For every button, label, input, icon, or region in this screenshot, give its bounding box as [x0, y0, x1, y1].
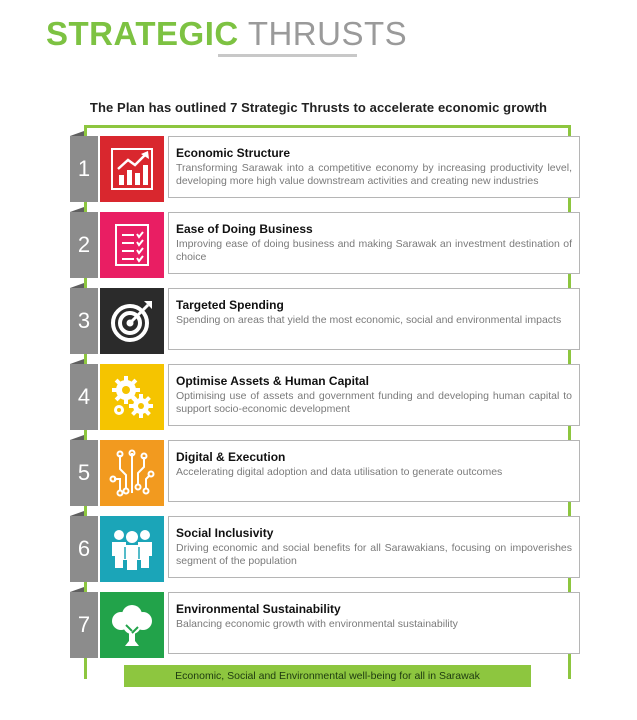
thrust-number: 2	[70, 212, 98, 278]
thrust-textbox	[168, 440, 580, 502]
thrust-number: 5	[70, 440, 98, 506]
thrust-title: Environmental Sustainability	[176, 602, 341, 616]
people-group-icon	[100, 516, 164, 582]
bar-chart-growth-icon	[100, 136, 164, 202]
thrust-title: Ease of Doing Business	[176, 222, 313, 236]
thrust-textbox	[168, 288, 580, 350]
thrust-textbox	[168, 592, 580, 654]
thrust-textbox	[168, 364, 580, 426]
thrust-description: Balancing economic growth with environmental sustainability	[176, 618, 458, 630]
thrust-row-3	[70, 288, 582, 354]
circuit-icon	[100, 440, 164, 506]
thrust-title: Targeted Spending	[176, 298, 284, 312]
tree-icon	[100, 592, 164, 658]
thrust-row-1	[70, 136, 582, 202]
thrust-description: Optimising use of assets and government funding and developing human capital to support socio-economic development	[176, 390, 572, 415]
thrust-description: Driving economic and social benefits for all Sarawakians, focusing on impoverishes segment of the population	[176, 542, 572, 567]
thrust-number: 1	[70, 136, 98, 202]
title-underline	[218, 54, 357, 57]
thrust-title: Economic Structure	[176, 146, 291, 160]
thrust-description: Spending on areas that yield the most economic, social and environmental impacts	[176, 314, 562, 326]
title-light: THRUSTS	[247, 15, 408, 52]
footer-banner: Economic, Social and Environmental well-being for all in Sarawak	[124, 665, 531, 687]
gears-icon	[100, 364, 164, 430]
thrust-title: Optimise Assets & Human Capital	[176, 374, 369, 388]
thrust-number: 7	[70, 592, 98, 658]
title-strong: STRATEGIC	[46, 15, 239, 52]
thrust-row-7	[70, 592, 582, 658]
thrust-row-5	[70, 440, 582, 506]
thrust-row-6	[70, 516, 582, 582]
thrust-textbox	[168, 136, 580, 198]
target-icon	[100, 288, 164, 354]
frame-top-border	[84, 125, 571, 128]
thrust-number: 6	[70, 516, 98, 582]
thrust-title: Digital & Execution	[176, 450, 286, 464]
thrust-row-4	[70, 364, 582, 430]
page-title	[46, 14, 407, 54]
checklist-icon	[100, 212, 164, 278]
thrust-description: Improving ease of doing business and making Sarawak an investment destination of choice	[176, 238, 572, 263]
thrust-row-2	[70, 212, 582, 278]
thrust-description: Transforming Sarawak into a competitive economy by increasing productivity level, developing more high value downstream activities and creating new industries	[176, 162, 572, 187]
thrust-textbox	[168, 212, 580, 274]
thrust-number: 3	[70, 288, 98, 354]
thrust-title: Social Inclusivity	[176, 526, 274, 540]
thrust-description: Accelerating digital adoption and data utilisation to generate outcomes	[176, 466, 503, 478]
intro-text: The Plan has outlined 7 Strategic Thrusts to accelerate economic growth	[89, 100, 548, 115]
thrust-number: 4	[70, 364, 98, 430]
thrust-textbox	[168, 516, 580, 578]
